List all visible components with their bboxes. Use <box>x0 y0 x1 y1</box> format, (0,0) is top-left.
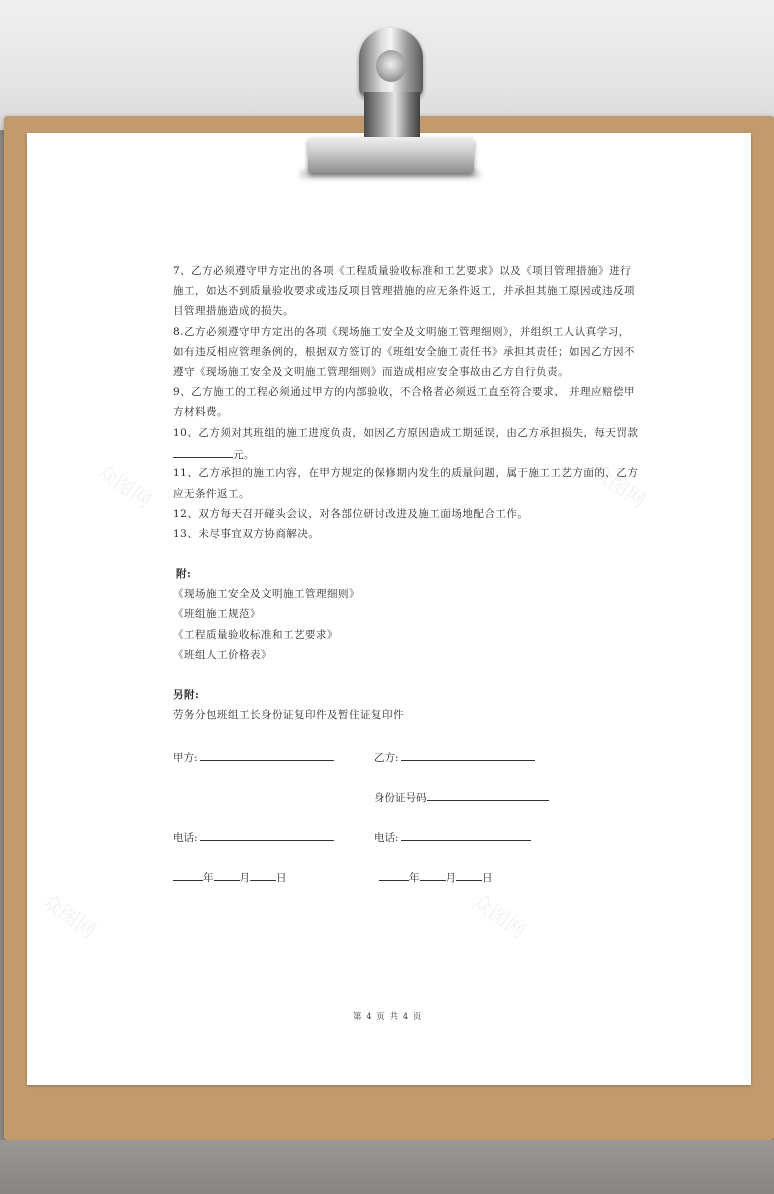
clause-8-line-3: 遵守《现场施工安全及文明施工管理细则》而造成相应安全事故由乙方自行负责。 <box>173 366 569 378</box>
day-blank <box>250 869 276 881</box>
month-label: 月 <box>239 872 250 884</box>
clause-7-line-3: 目管理措施造成的损失。 <box>173 305 294 317</box>
date-b-field <box>379 869 493 885</box>
phone-a-blank <box>200 829 334 841</box>
attachment-item: 《工程质量验收标准和工艺要求》 <box>173 629 338 641</box>
id-number-field <box>374 789 549 805</box>
party-a-field <box>173 749 334 765</box>
party-a-blank <box>200 749 334 761</box>
clause-12-line-1: 12、双方每天召开碰头会议，对各部位研讨改进及施工面场地配合工作。 <box>173 508 529 520</box>
binder-clip-hole <box>376 50 406 82</box>
extra-heading: 另附: <box>173 689 200 701</box>
binder-clip-body <box>364 92 420 140</box>
party-b-blank <box>401 749 535 761</box>
photo-floor <box>0 1140 774 1194</box>
phone-b-field <box>374 829 531 845</box>
date-a-field <box>173 869 287 885</box>
clause-8-line-2: 如有违反相应管理条例的，根据双方签订的《班组安全施工责任书》承担其责任；如因乙方因不 <box>173 346 635 358</box>
clause-10-line-1: 10、乙方须对其班组的施工进度负责，如因乙方原因造成工期延误，由乙方承担损失，每天罚款 <box>173 427 639 439</box>
attachment-item: 《现场施工安全及文明施工管理细则》 <box>173 588 360 600</box>
id-number-blank <box>427 789 549 801</box>
id-number-label: 身份证号码 <box>374 792 427 804</box>
year-label: 年 <box>409 872 420 884</box>
page-footer: 第 4 页 共 4 页 <box>353 1012 423 1022</box>
penalty-blank <box>173 446 233 458</box>
watermark: 众图网 <box>37 888 101 943</box>
year-blank <box>173 869 203 881</box>
month-label: 月 <box>445 872 456 884</box>
watermark: 众图网 <box>587 458 651 513</box>
phone-a-label: 电话: <box>173 832 198 844</box>
clause-13-line-1: 13、未尽事宜双方协商解决。 <box>173 528 320 540</box>
day-blank <box>456 869 482 881</box>
phone-a-field <box>173 829 334 845</box>
year-label: 年 <box>203 872 214 884</box>
day-label: 日 <box>276 872 287 884</box>
penalty-unit: 元。 <box>233 449 255 461</box>
watermark: 众图网 <box>92 458 156 513</box>
year-blank <box>379 869 409 881</box>
phone-b-label: 电话: <box>374 832 399 844</box>
extra-text: 劳务分包班组工长身份证复印件及暂住证复印件 <box>173 709 404 721</box>
clause-7-line-1: 7、乙方必须遵守甲方定出的各项《工程质量验收标准和工艺要求》以及《项目管理措施》进行 <box>173 265 632 277</box>
clause-10-line-2 <box>173 446 255 462</box>
clause-8-line-1: 8.乙方必须遵守甲方定出的各项《现场施工安全及文明施工管理细则》，并组织工人认真学习， <box>173 326 630 338</box>
watermark: 众图网 <box>467 888 531 943</box>
phone-b-blank <box>401 829 531 841</box>
binder-clip-plate <box>308 137 474 173</box>
party-b-label: 乙方: <box>374 752 399 764</box>
party-a-label: 甲方: <box>173 752 198 764</box>
party-b-field <box>374 749 535 765</box>
attachment-item: 《班组施工规范》 <box>173 608 261 620</box>
day-label: 日 <box>482 872 493 884</box>
clause-9-line-2: 方材料费。 <box>173 406 228 418</box>
attachment-item: 《班组人工价格表》 <box>173 649 272 661</box>
clause-7-line-2: 施工，如达不到质量验收要求或违反项目管理措施的应无条件返工，并承担其施工原因或违反项 <box>173 285 635 297</box>
clause-9-line-1: 9、乙方施工的工程必须通过甲方的内部验收，不合格者必须返工直至符合要求、 并理应赔偿甲 <box>173 386 636 398</box>
attachments-heading: 附: <box>176 568 192 580</box>
month-blank <box>420 869 446 881</box>
month-blank <box>214 869 240 881</box>
clause-11-line-2: 应无条件返工。 <box>173 488 250 500</box>
clause-11-line-1: 11、乙方承担的施工内容，在甲方规定的保修期内发生的质量问题，属于施工工艺方面的，乙方 <box>173 467 639 479</box>
